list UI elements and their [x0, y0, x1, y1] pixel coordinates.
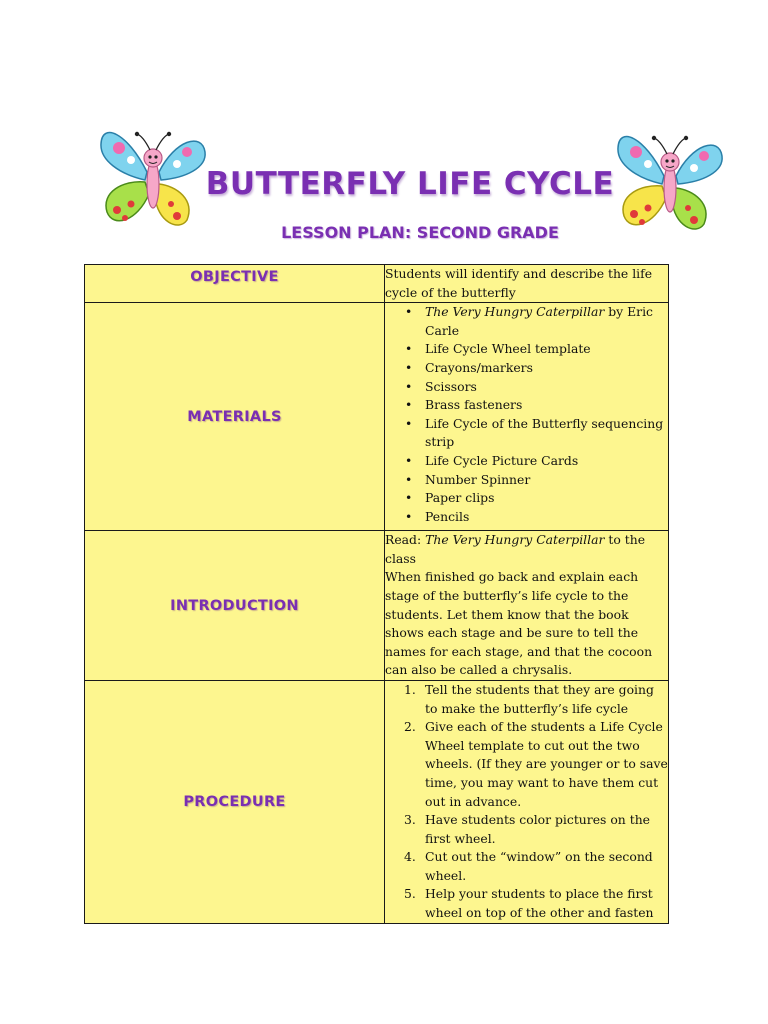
list-item: • Paper clips [385, 489, 668, 508]
materials-cell [385, 303, 669, 531]
materials-label-cell [85, 303, 385, 531]
introduction-read-line: Read: The Very Hungry Caterpillar to the class [385, 532, 646, 566]
objective-label: OBJECTIVE [190, 269, 279, 285]
list-item: 4. Cut out the “window” on the second wheel. [404, 849, 653, 883]
list-item: 3. Have students color pictures on the first wheel. [404, 812, 651, 846]
objective-text: Students will identify and describe the life cycle of the butterfly [385, 265, 669, 303]
lesson-plan-table [84, 264, 669, 924]
procedure-label: PROCEDURE [183, 793, 286, 810]
list-item: • Crayons/markers [385, 359, 668, 378]
page-title: BUTTERFLY LIFE CYCLE [205, 166, 615, 202]
table-row-objective [85, 265, 669, 303]
butterfly-illustration-left [97, 122, 209, 234]
list-item: • Scissors [385, 378, 668, 397]
objective-label-cell [85, 265, 385, 303]
procedure-steps [385, 681, 668, 923]
page-subtitle: LESSON PLAN: SECOND GRADE [281, 223, 559, 242]
list-item: 1. Tell the students that they are going to make the butterfly’s life cycle [404, 681, 654, 716]
introduction-paragraph: When finished go back and explain each stage of the butterfly’s life cycle to the students. Let them know that the book shows each stage and be sure to tell the names for each stage, and that the cocoon can also be called a chrysalis. [385, 569, 653, 678]
list-item: • Life Cycle of the Butterfly sequencing strip [385, 415, 668, 452]
procedure-label-cell [85, 680, 385, 923]
list-item: • Life Cycle Picture Cards [385, 452, 668, 471]
introduction-label: INTRODUCTION [170, 597, 299, 614]
list-item: 5. Help your students to place the first wheel on top of the other and fasten [404, 886, 654, 921]
table-row-materials [85, 303, 669, 531]
table-row-introduction [85, 531, 669, 681]
list-item: • The Very Hungry Caterpillar by Eric Carle [385, 303, 668, 340]
list-item: • Number Spinner [385, 471, 668, 490]
list-item: • Pencils [385, 508, 668, 527]
introduction-cell [385, 531, 669, 681]
list-item: • Brass fasteners [385, 396, 668, 415]
materials-list [385, 303, 668, 526]
table-row-procedure [85, 680, 669, 923]
procedure-cell [385, 680, 669, 923]
materials-label: MATERIALS [187, 408, 282, 425]
introduction-label-cell [85, 531, 385, 681]
list-item: 2. Give each of the students a Life Cycle Wheel template to cut out the two wheels. (If they are younger or to save time, you may want to have them cut out in advance. [404, 719, 668, 809]
list-item: • Life Cycle Wheel template [385, 340, 668, 359]
butterfly-illustration-right [614, 126, 726, 238]
